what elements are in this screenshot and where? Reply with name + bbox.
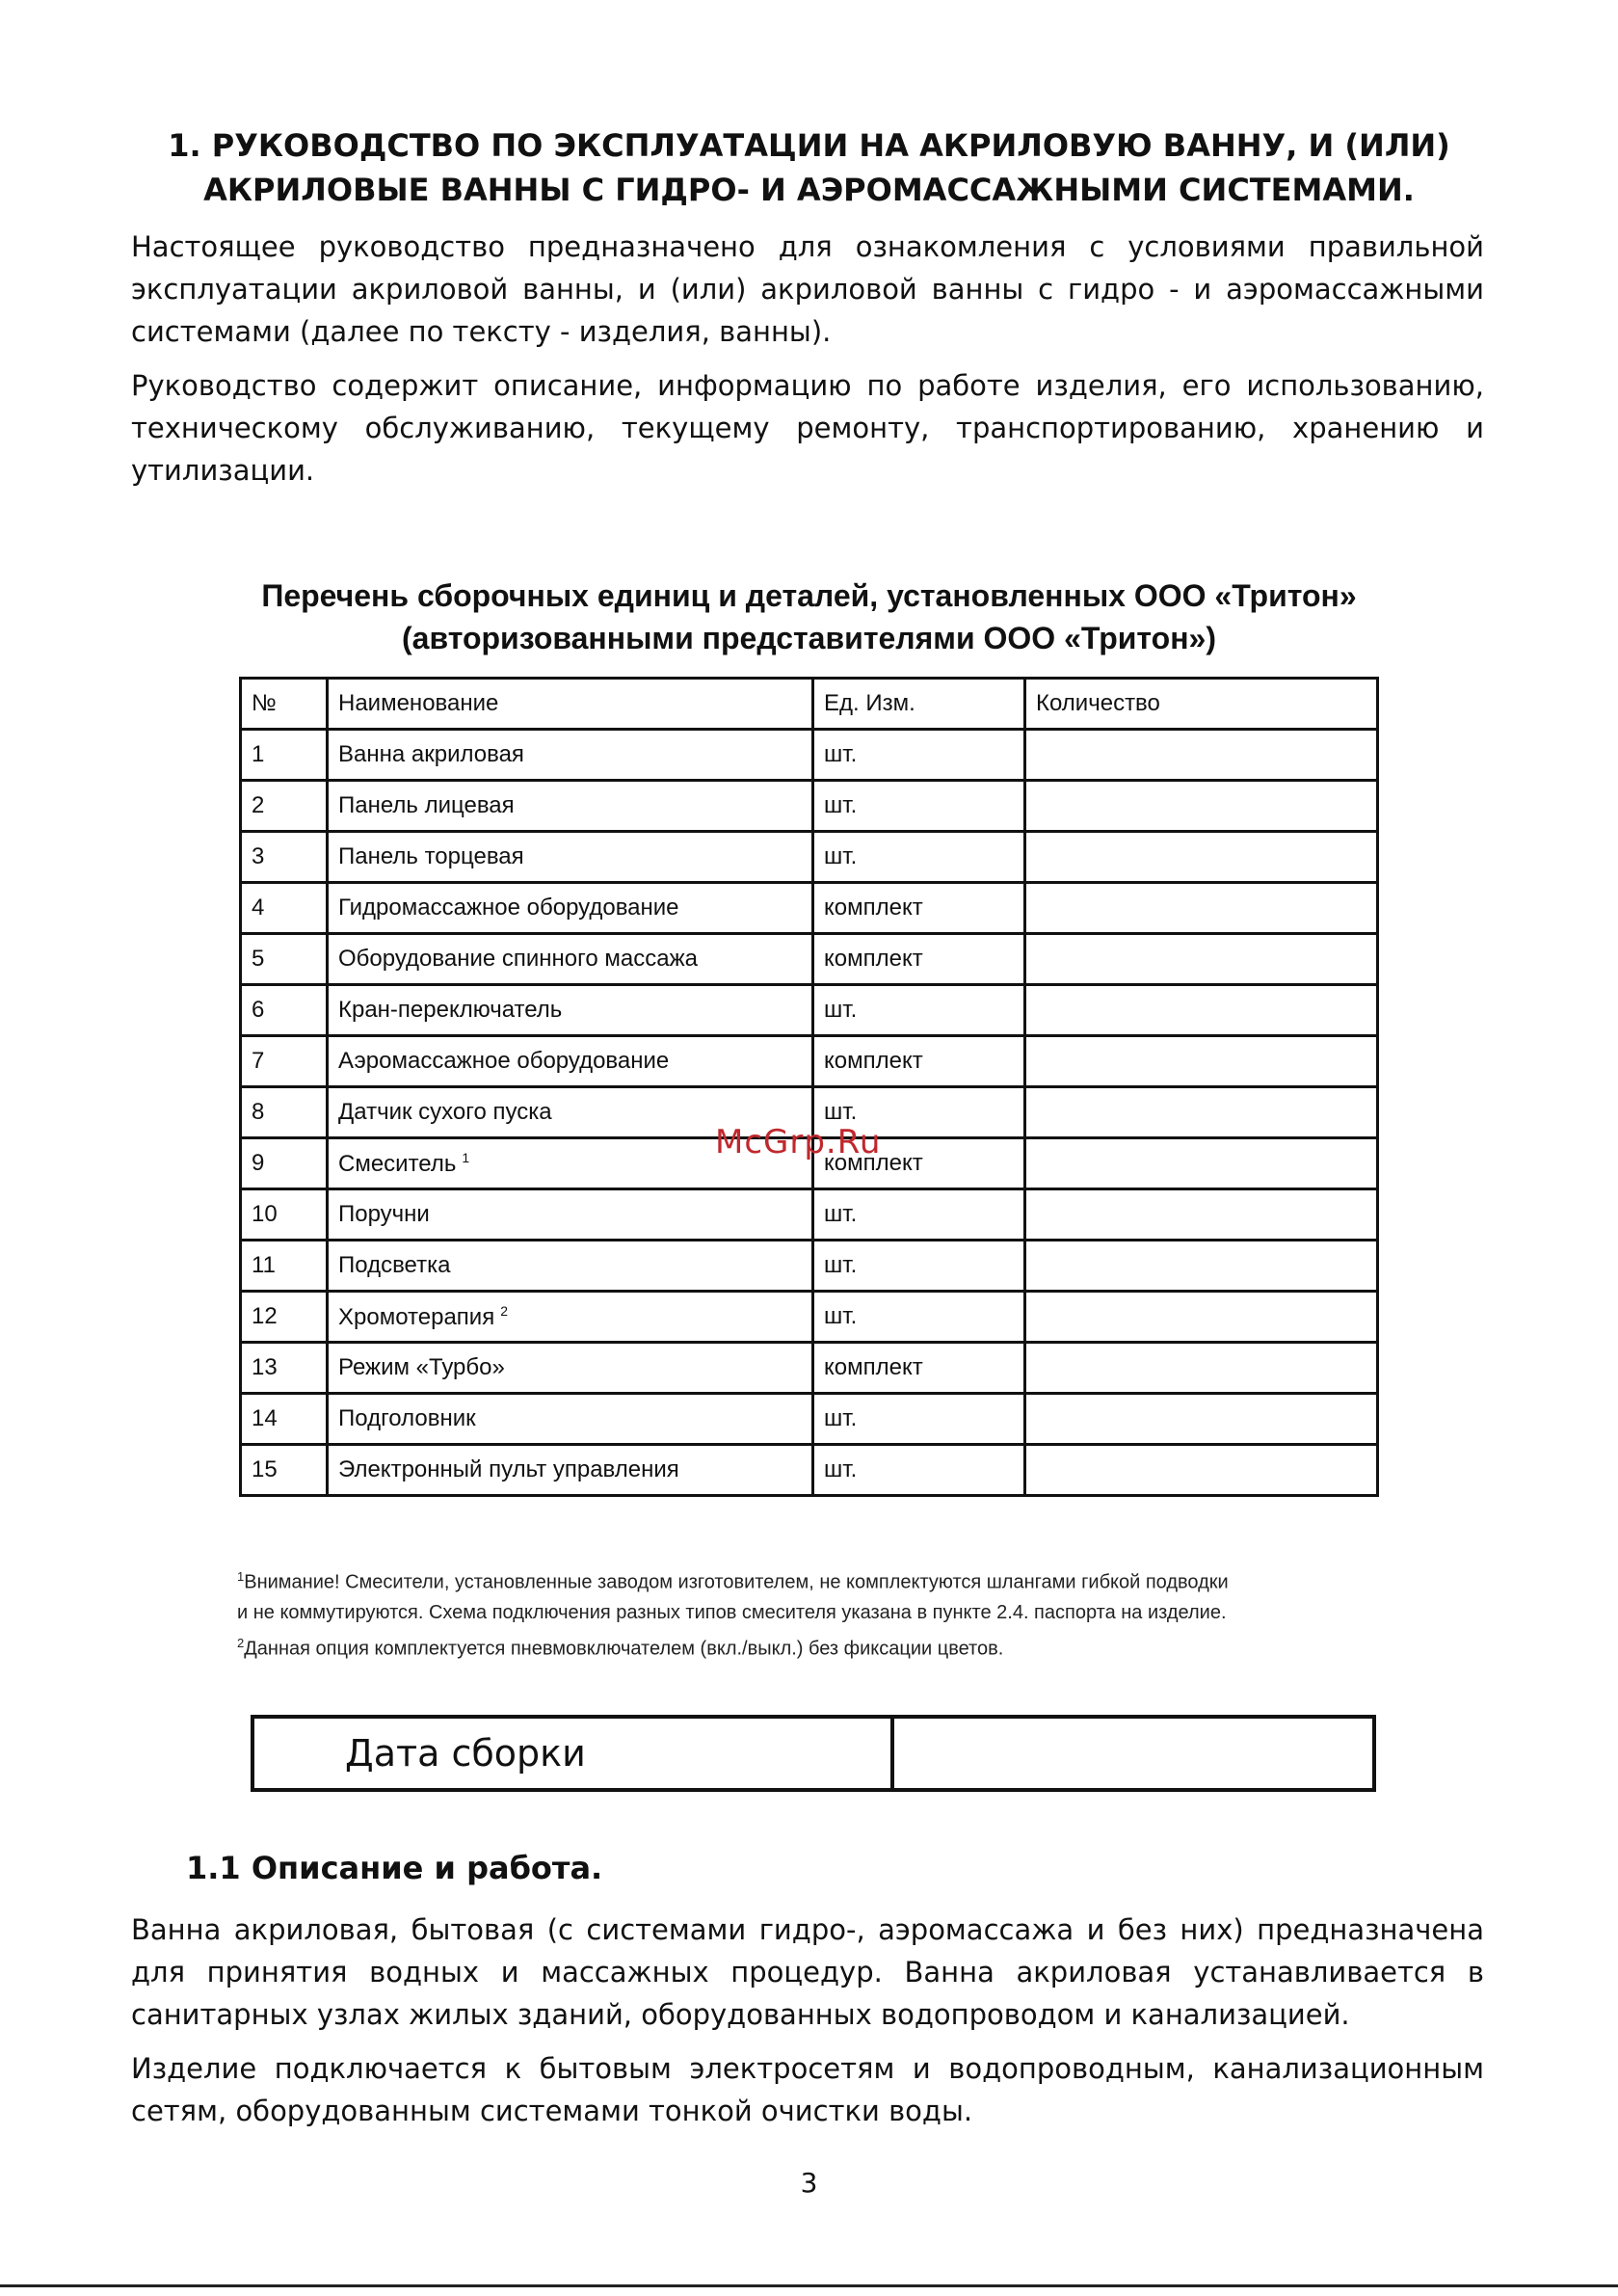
table-header-row bbox=[241, 679, 1378, 730]
row-name-cell bbox=[328, 1445, 813, 1496]
row-name-cell bbox=[328, 1241, 813, 1292]
table-row bbox=[241, 1394, 1378, 1445]
row-unit: шт. bbox=[813, 985, 1025, 1036]
row-unit: шт. bbox=[813, 781, 1025, 832]
row-quantity[interactable] bbox=[1025, 985, 1378, 1036]
row-name-cell bbox=[328, 883, 813, 934]
row-quantity[interactable] bbox=[1025, 1087, 1378, 1138]
row-number: 5 bbox=[241, 934, 328, 985]
row-number: 2 bbox=[241, 781, 328, 832]
row-quantity[interactable] bbox=[1025, 1292, 1378, 1343]
row-name: Аэромассажное оборудование bbox=[338, 1048, 670, 1074]
row-number: 15 bbox=[241, 1445, 328, 1496]
header-unit: Ед. Изм. bbox=[813, 679, 1025, 730]
parts-table bbox=[239, 677, 1379, 1497]
row-number: 12 bbox=[241, 1292, 328, 1343]
table-row bbox=[241, 1189, 1378, 1241]
section-title: 1.1 Описание и работа. bbox=[186, 1850, 603, 1886]
row-quantity[interactable] bbox=[1025, 883, 1378, 934]
row-number: 9 bbox=[241, 1138, 328, 1189]
row-name-cell bbox=[328, 832, 813, 883]
row-name: Хромотерапия bbox=[338, 1303, 495, 1330]
table-row bbox=[241, 1241, 1378, 1292]
table-row bbox=[241, 985, 1378, 1036]
row-unit: шт. bbox=[813, 730, 1025, 781]
assembly-date-field[interactable] bbox=[894, 1719, 1372, 1788]
row-unit: комплект bbox=[813, 883, 1025, 934]
footnote-2 bbox=[237, 1628, 1297, 1665]
document-title-line1: 1. РУКОВОДСТВО ПО ЭКСПЛУАТАЦИИ НА АКРИЛОВУЮ ВАННУ, И (ИЛИ) bbox=[168, 127, 1450, 164]
row-quantity[interactable] bbox=[1025, 832, 1378, 883]
row-name: Режим «Турбо» bbox=[338, 1354, 505, 1380]
row-name: Панель торцевая bbox=[338, 843, 524, 869]
row-number: 7 bbox=[241, 1036, 328, 1087]
table-title-line1: Перечень сборочных единиц и деталей, установленных ООО «Тритон» bbox=[261, 578, 1357, 613]
row-quantity[interactable] bbox=[1025, 1036, 1378, 1087]
intro-paragraph-1: Настоящее руководство предназначено для ознакомления с условиями правильной эксплуатации акриловой ванны, и (или) акриловой ванны с гидро - и аэромассажными системами (далее по тексту - изделия, ванны). bbox=[131, 230, 1484, 348]
row-name-cell bbox=[328, 1292, 813, 1343]
row-name: Панель лицевая bbox=[338, 792, 515, 818]
row-name-cell bbox=[328, 1189, 813, 1241]
row-name-cell bbox=[328, 1394, 813, 1445]
row-number: 14 bbox=[241, 1394, 328, 1445]
row-quantity[interactable] bbox=[1025, 934, 1378, 985]
table-row bbox=[241, 832, 1378, 883]
row-name-cell bbox=[328, 781, 813, 832]
assembly-date-label: Дата сборки bbox=[254, 1719, 894, 1788]
row-unit: шт. bbox=[813, 1189, 1025, 1241]
footnote-2-mark: 2 bbox=[237, 1635, 245, 1650]
row-name: Кран-переключатель bbox=[338, 997, 563, 1023]
row-number: 3 bbox=[241, 832, 328, 883]
row-quantity[interactable] bbox=[1025, 1343, 1378, 1394]
row-unit: комплект bbox=[813, 1343, 1025, 1394]
footnote-1 bbox=[237, 1562, 1297, 1598]
bottom-rule bbox=[0, 2284, 1618, 2287]
row-name: Датчик сухого пуска bbox=[338, 1099, 552, 1125]
row-unit: шт. bbox=[813, 1394, 1025, 1445]
footnote-1-line1: Внимание! Смесители, установленные заводом изготовителем, не комплектуются шлангами гибкой подводки bbox=[244, 1571, 1229, 1593]
row-name-cell bbox=[328, 934, 813, 985]
table-row bbox=[241, 781, 1378, 832]
row-number: 10 bbox=[241, 1189, 328, 1241]
table-title bbox=[0, 574, 1618, 659]
row-number: 4 bbox=[241, 883, 328, 934]
table-title-line2: (авторизованными представителями ООО «Тритон») bbox=[402, 621, 1216, 655]
row-quantity[interactable] bbox=[1025, 1138, 1378, 1189]
table-row bbox=[241, 1292, 1378, 1343]
table-row bbox=[241, 730, 1378, 781]
parts-table-body bbox=[241, 730, 1378, 1496]
row-name-cell bbox=[328, 1343, 813, 1394]
footnote-reference: 2 bbox=[500, 1302, 508, 1319]
row-quantity[interactable] bbox=[1025, 1241, 1378, 1292]
row-name: Электронный пульт управления bbox=[338, 1456, 679, 1482]
header-number: № bbox=[241, 679, 328, 730]
watermark: McGrp.Ru bbox=[715, 1123, 882, 1161]
row-unit: шт. bbox=[813, 1241, 1025, 1292]
row-name: Ванна акриловая bbox=[338, 741, 524, 767]
intro-paragraph-2: Руководство содержит описание, информацию по работе изделия, его использованию, техническому обслуживанию, текущему ремонту, транспортированию, хранению и утилизации. bbox=[131, 369, 1484, 487]
row-number: 11 bbox=[241, 1241, 328, 1292]
row-quantity[interactable] bbox=[1025, 1445, 1378, 1496]
section-paragraph-2: Изделие подключается к бытовым электросетям и водопроводным, канализационным сетям, оборудованным системами тонкой очистки воды. bbox=[131, 2052, 1484, 2127]
row-name: Гидромассажное оборудование bbox=[338, 894, 679, 921]
table-row bbox=[241, 1445, 1378, 1496]
row-name-cell bbox=[328, 730, 813, 781]
footnote-2-line1: Данная опция комплектуется пневмовключателем (вкл./выкл.) без фиксации цветов. bbox=[244, 1638, 1004, 1660]
row-unit: комплект bbox=[813, 1036, 1025, 1087]
row-unit: шт. bbox=[813, 1445, 1025, 1496]
header-quantity: Количество bbox=[1025, 679, 1378, 730]
table-row bbox=[241, 1343, 1378, 1394]
row-quantity[interactable] bbox=[1025, 781, 1378, 832]
document-title bbox=[0, 123, 1618, 212]
row-quantity[interactable] bbox=[1025, 1189, 1378, 1241]
footnote-reference: 1 bbox=[462, 1149, 470, 1165]
row-unit: шт. bbox=[813, 832, 1025, 883]
row-quantity[interactable] bbox=[1025, 730, 1378, 781]
header-name: Наименование bbox=[328, 679, 813, 730]
footnote-1-continued: и не коммутируются. Схема подключения разных типов смесителя указана в пункте 2.4. паспорта на изделие. bbox=[237, 1601, 1227, 1623]
table-row bbox=[241, 934, 1378, 985]
row-quantity[interactable] bbox=[1025, 1394, 1378, 1445]
row-unit: шт. bbox=[813, 1087, 1025, 1138]
footnotes bbox=[237, 1562, 1297, 1664]
row-number: 1 bbox=[241, 730, 328, 781]
row-number: 13 bbox=[241, 1343, 328, 1394]
page-number: 3 bbox=[800, 2167, 818, 2199]
row-name: Подсветка bbox=[338, 1252, 451, 1278]
row-unit: шт. bbox=[813, 1292, 1025, 1343]
row-name: Оборудование спинного массажа bbox=[338, 946, 698, 972]
footnote-1-mark: 1 bbox=[237, 1569, 245, 1584]
row-unit: комплект bbox=[813, 1138, 1025, 1189]
row-unit: комплект bbox=[813, 934, 1025, 985]
table-row bbox=[241, 1036, 1378, 1087]
table-row bbox=[241, 883, 1378, 934]
row-name: Подголовник bbox=[338, 1405, 476, 1431]
row-name: Поручни bbox=[338, 1201, 430, 1227]
row-name: Смеситель bbox=[338, 1150, 457, 1177]
row-number: 6 bbox=[241, 985, 328, 1036]
row-name-cell bbox=[328, 1036, 813, 1087]
assembly-date-box bbox=[251, 1715, 1376, 1792]
document-title-line2: АКРИЛОВЫЕ ВАННЫ С ГИДРО- И АЭРОМАССАЖНЫМИ СИСТЕМАМИ. bbox=[203, 172, 1415, 208]
row-name-cell bbox=[328, 985, 813, 1036]
row-number: 8 bbox=[241, 1087, 328, 1138]
section-paragraph-1: Ванна акриловая, бытовая (с системами гидро-, аэромассажа и без них) предназначена для принятия водных и массажных процедур. Ванна акриловая устанавливается в санитарных узлах жилых зданий, оборудованных водопроводом и канализацией. bbox=[131, 1913, 1484, 2031]
